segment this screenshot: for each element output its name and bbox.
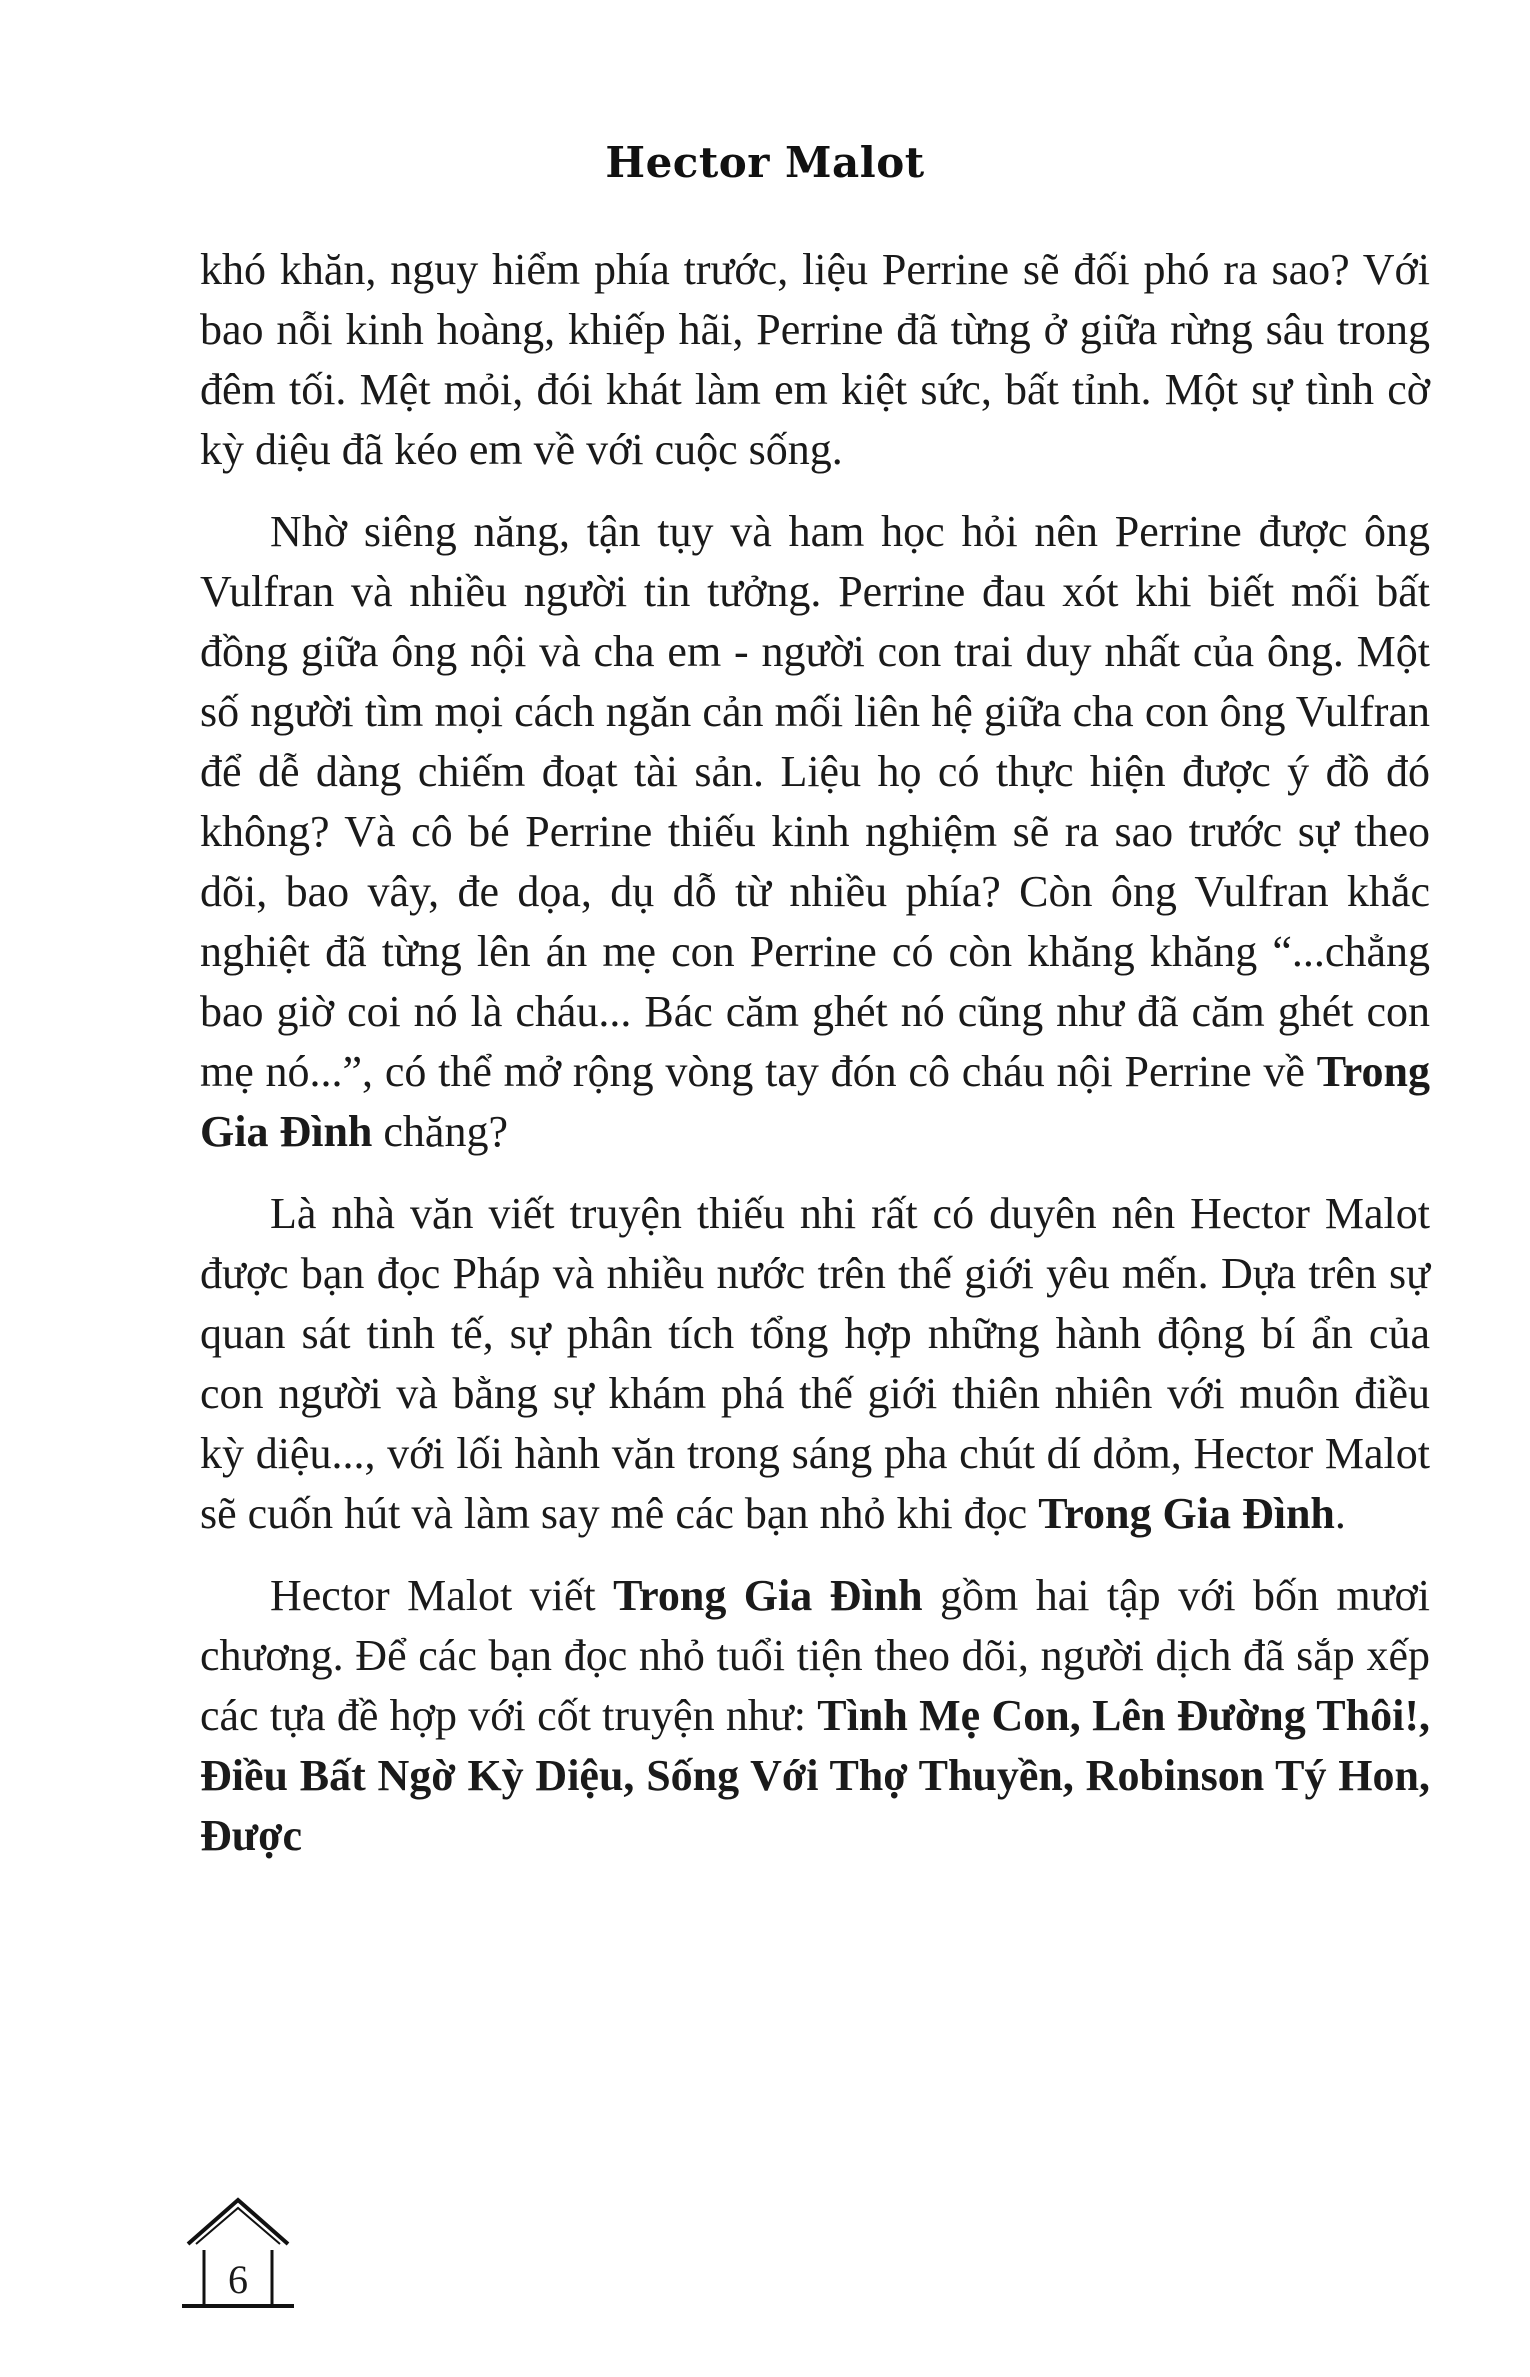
paragraph-text: Hector Malot viết: [270, 1571, 614, 1620]
paragraph-text: Là nhà văn viết truyện thiếu nhi rất có duyên nên Hector Malot được bạn đọc Pháp và nhiều nước trên thế giới yêu mến. Dựa trên sự quan sát tinh tế, sự phân tích tổng hợp những hành động bí ẩn của con người và bằng sự khám phá thế giới thiên nhiên với muôn điều kỳ diệu..., với lối hành văn trong sáng pha chút dí dỏm, Hector Malot sẽ cuốn hút và làm say mê các bạn nhỏ khi đọc: [200, 1189, 1430, 1538]
paragraph-text: .: [1334, 1489, 1346, 1538]
paragraph-text: chăng?: [372, 1107, 508, 1156]
paragraph: [200, 502, 1430, 1162]
running-header: Hector Malot: [605, 138, 925, 187]
paragraph: [200, 1566, 1430, 1866]
paragraph-text: Nhờ siêng năng, tận tụy và ham học hỏi nên Perrine được ông Vulfran và nhiều người tin tưởng. Perrine đau xót khi biết mối bất đồng giữa ông nội và cha em - người con trai duy nhất của ông. Một số người tìm mọi cách ngăn cản mối liên hệ giữa cha con ông Vulfran để dễ dàng chiếm đoạt tài sản. Liệu họ có thực hiện được ý đồ đó không? Và cô bé Perrine thiếu kinh nghiệm sẽ ra sao trước sự theo dõi, bao vây, đe dọa, dụ dỗ từ nhiều phía? Còn ông Vulfran khắc nghiệt đã từng lên án mẹ con Perrine có còn khăng khăng “...chẳng bao giờ coi nó là cháu... Bác căm ghét nó cũng như đã căm ghét con mẹ nó...”, có thể mở rộng vòng tay đón cô cháu nội Perrine về: [200, 507, 1430, 1096]
paragraph: [200, 240, 1430, 480]
bold-title-text: Trong Gia Đình: [613, 1571, 923, 1620]
bold-title-text: Tình Mẹ Con, Lên Đường Thôi!, Điều Bất Ngờ Kỳ Diệu, Sống Với Thợ Thuyền, Robinson Tý Hon, Được: [200, 1691, 1430, 1860]
body-text: [200, 240, 1430, 1888]
paragraph-text: khó khăn, nguy hiểm phía trước, liệu Perrine sẽ đối phó ra sao? Với bao nỗi kinh hoàng, khiếp hãi, Perrine đã từng ở giữa rừng sâu trong đêm tối. Mệt mỏi, đói khát làm em kiệt sức, bất tỉnh. Một sự tình cờ kỳ diệu đã kéo em về với cuộc sống.: [200, 245, 1430, 474]
paragraph-text: gồm hai tập với bốn mươi chương. Để các bạn đọc nhỏ tuổi tiện theo dõi, người dịch đã sắp xếp các tựa đề hợp với cốt truyện như:: [200, 1571, 1430, 1740]
page-number-ornament: [182, 2182, 294, 2312]
paragraph: [200, 1184, 1430, 1544]
bold-title-text: Trong Gia Đình: [1038, 1489, 1335, 1538]
bold-title-text: Trong Gia Đình: [200, 1047, 1430, 1156]
page-number: 6: [228, 2257, 248, 2302]
